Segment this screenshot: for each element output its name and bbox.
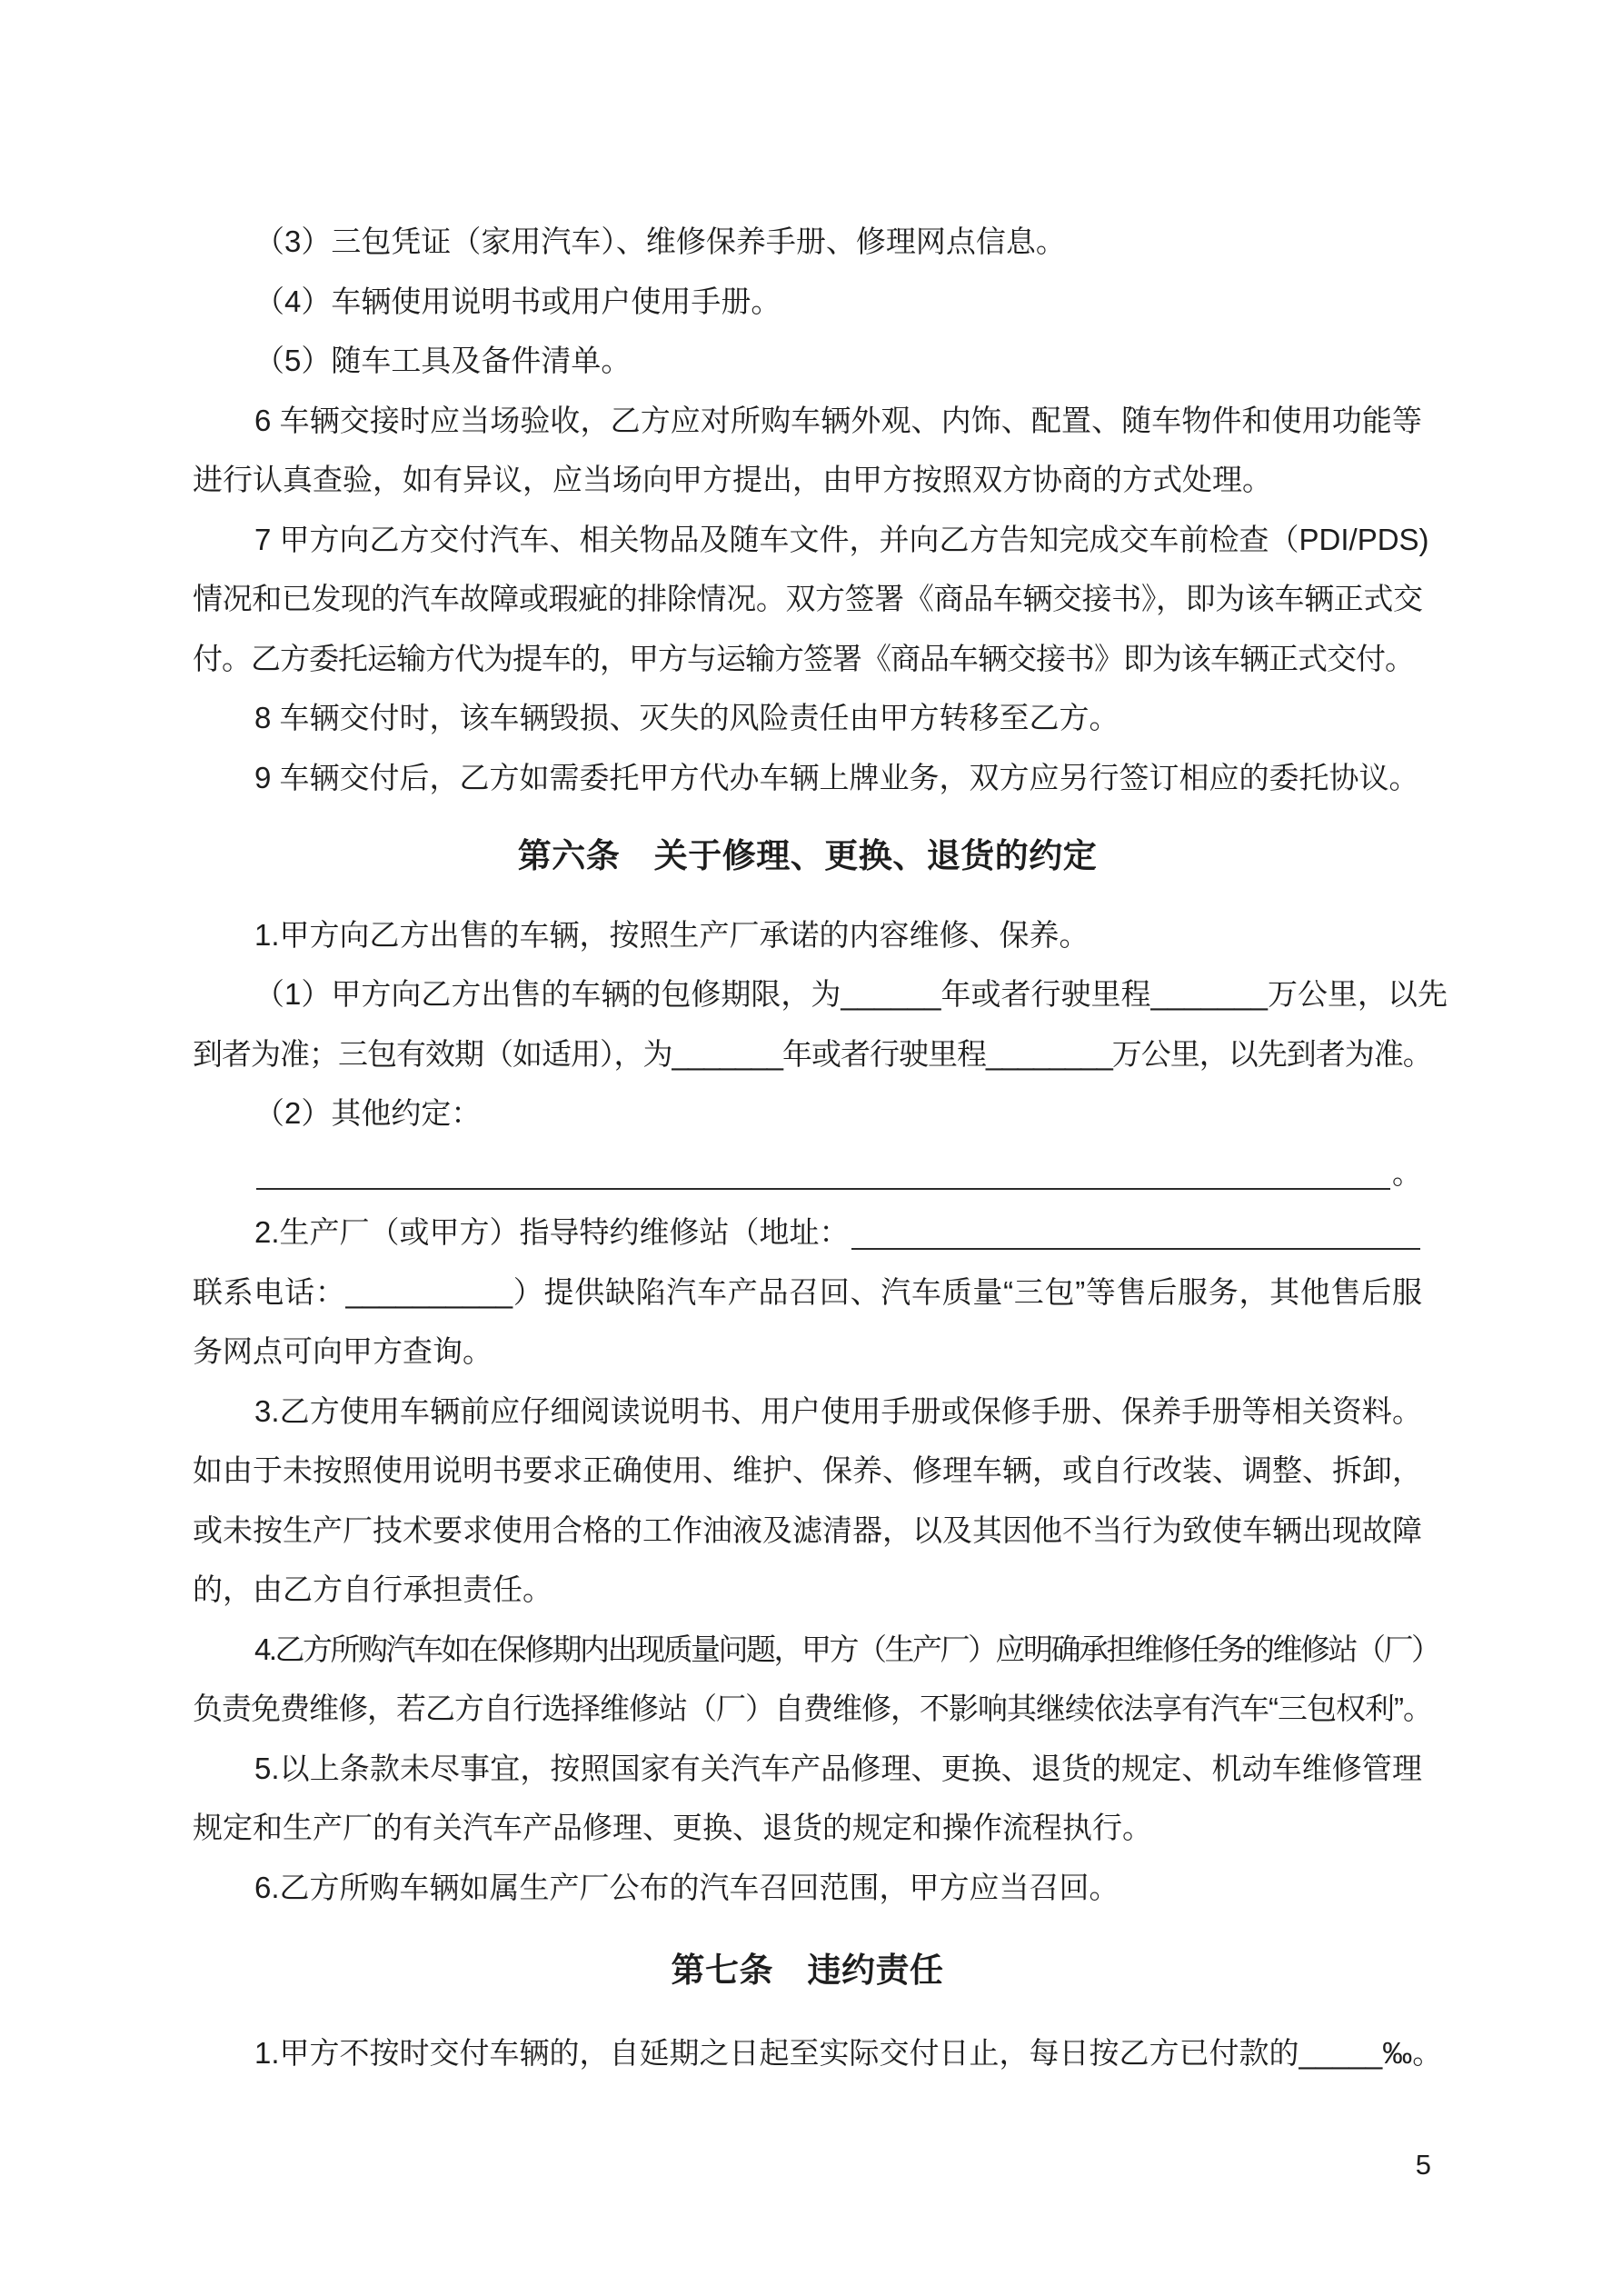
contract-line: 负责免费维修，若乙方自行选择维修站（厂）自费维修，不影响其继续依法享有汽车“三包权利”。 (193, 1692, 1432, 1725)
contract-line: 5.以上条款未尽事宜，按照国家有关汽车产品修理、更换、退货的规定、机动车维修管理 (254, 1751, 1422, 1785)
contract-line: （5）随车工具及备件清单。 (254, 344, 632, 377)
contract-line: 3.乙方使用车辆前应仔细阅读说明书、用户使用手册或保修手册、保养手册等相关资料。 (254, 1393, 1422, 1428)
contract-line: 7 甲方向乙方交付汽车、相关物品及随车文件，并向乙方告知完成交车前检查（PDI/PDS) (254, 522, 1429, 556)
contract-line: 8 车辆交付时，该车辆毁损、灭失的风险责任由甲方转移至乙方。 (254, 701, 1119, 734)
contract-line: 1.甲方向乙方出售的车辆，按照生产厂承诺的内容维修、保养。 (254, 917, 1090, 952)
address-blank-underline (851, 1203, 1420, 1250)
contract-line-with-blank (193, 1203, 1422, 1263)
blank-underline (256, 1143, 1390, 1191)
contract-line: 1.甲方不按时交付车辆的，自延期之日起至实际交付日止，每日按乙方已付款的_____‰。 (254, 2035, 1443, 2070)
section-heading-article-6: 第六条 关于修理、更换、退货的约定 (517, 837, 1098, 874)
contract-line: 或未按生产厂技术要求使用合格的工作油液及滤清器，以及其因他不当行为致使车辆出现故障 (193, 1512, 1422, 1547)
contract-line: 9 车辆交付后，乙方如需委托甲方代办车辆上牌业务，双方应另行签订相应的委托协议。 (254, 760, 1419, 794)
contract-line: 如由于未按照使用说明书要求正确使用、维护、保养、修理车辆，或自行改装、调整、拆卸， (193, 1453, 1422, 1487)
contract-line: 6.乙方所购车辆如属生产厂公布的汽车召回范围，甲方应当召回。 (254, 1870, 1119, 1904)
contract-body (193, 212, 1448, 2082)
contract-line: （4）车辆使用说明书或用户使用手册。 (254, 284, 781, 318)
contract-line: 6 车辆交接时应当场验收，乙方应对所购车辆外观、内饰、配置、随车物件和使用功能等 (254, 403, 1422, 437)
section-heading-article-7: 第七条 违约责任 (671, 1952, 944, 1989)
contract-line: 4.乙方所购汽车如在保修期内出现质量问题，甲方（生产厂）应明确承担维修任务的维修站（厂） (254, 1632, 1439, 1666)
contract-line: 到者为准；三包有效期（如适用），为_______年或者行驶里程________万公里，以先到者为准。 (193, 1036, 1432, 1071)
contract-line: 联系电话：__________）提供缺陷汽车产品召回、汽车质量“三包”等售后服务，其他售后服 (193, 1274, 1422, 1309)
contract-line: 务网点可向甲方查询。 (193, 1334, 493, 1368)
contract-line: （3）三包凭证（家用汽车）、维修保养手册、修理网点信息。 (254, 225, 1066, 258)
contract-line: 的，由乙方自行承担责任。 (193, 1572, 552, 1606)
page-number: 5 (1415, 2149, 1431, 2181)
blank-fill-row (193, 1143, 1422, 1203)
contract-line-text: 2.生产厂（或甲方）指导特约维修站（地址： (254, 1215, 850, 1249)
contract-line: 规定和生产厂的有关汽车产品修理、更换、退货的规定和操作流程执行。 (193, 1811, 1152, 1844)
contract-line: 进行认真查验，如有异议，应当场向甲方提出，由甲方按照双方协商的方式处理。 (193, 463, 1272, 496)
contract-line: 付。乙方委托运输方代为提车的，甲方与运输方签署《商品车辆交接书》即为该车辆正式交付。 (193, 641, 1414, 675)
contract-line: （1）甲方向乙方出售的车辆的包修期限，为______年或者行驶里程_______万公里，以先 (254, 977, 1448, 1011)
blank-row-period: 。 (1392, 1155, 1422, 1190)
contract-line: （2）其他约定： (254, 1096, 482, 1130)
contract-line: 情况和已发现的汽车故障或瑕疵的排除情况。双方签署《商品车辆交接书》，即为该车辆正式交 (193, 582, 1422, 615)
